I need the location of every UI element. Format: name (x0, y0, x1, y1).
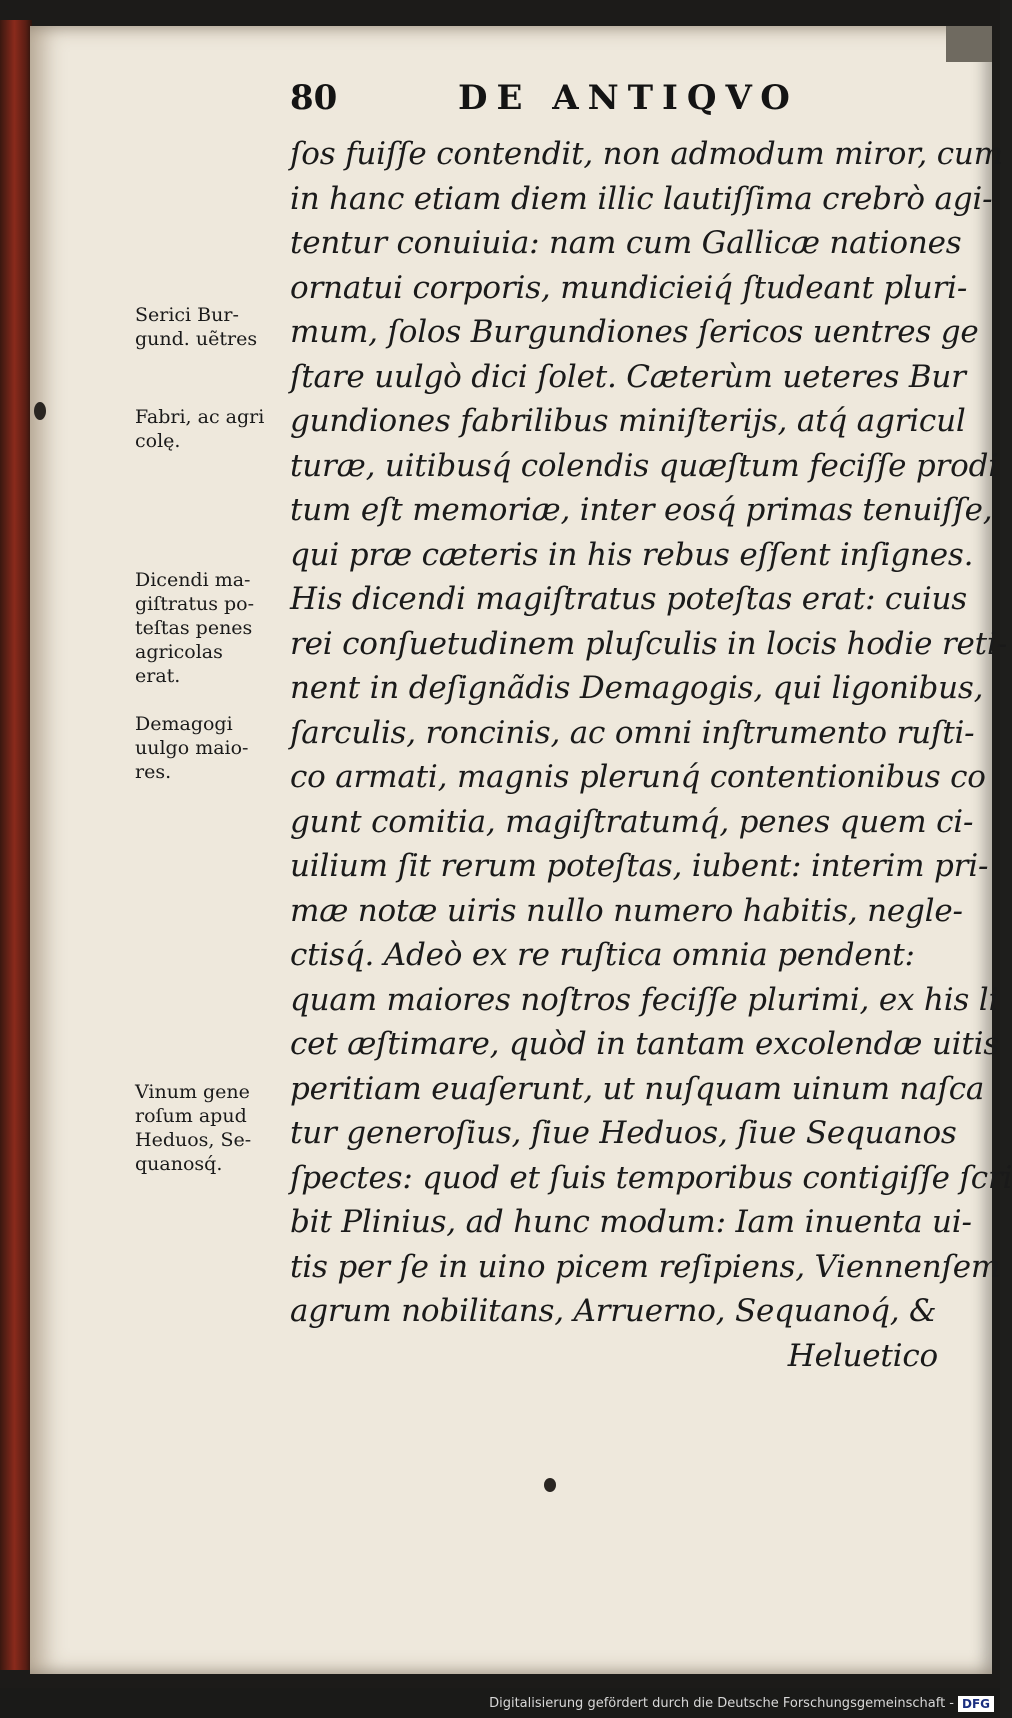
footer-bar (0, 1688, 1000, 1718)
text-line: ſpectes: quod et ſuis temporibus contigiſſe ſcri (290, 1159, 1012, 1196)
text-line: gunt comitia, magiſtratumq́, penes quem ci- (290, 803, 974, 840)
text-line: ornatui corporis, mundicieiq́ ſtudeant pluri- (290, 269, 968, 306)
page-number: 80 (290, 78, 338, 118)
dfg-logo-icon: DFG (958, 1696, 994, 1712)
text-line: ctisq́. Adeò ex re ruſtica omnia pendent: (290, 937, 915, 973)
margin-note: Fabri, ac agri colę. (135, 406, 265, 452)
text-line: rei conſuetudinem pluſculis in locis hodie reti- (290, 625, 1007, 662)
text-line: uilium ſit rerum poteſtas, iubent: interim pri- (290, 848, 989, 884)
running-title: DE ANTIQVO (458, 78, 799, 118)
text-line: tur generoſius, ſiue Heduos, ſiue Sequanos (290, 1115, 957, 1151)
text-line: tentur conuiuia: nam cum Gallicæ nationes (290, 225, 962, 261)
page-corner (946, 26, 992, 62)
margin-note: Dicendi ma- giſtratus po- teſtas penes agricolas erat. (135, 569, 255, 687)
text-line: in hanc etiam diem illic lautiſſima crebrò agi- (290, 180, 993, 217)
text-line: qui præ cæteris in his rebus eſſent inſignes. (290, 536, 974, 573)
text-line: tis per ſe in uino picem reſipiens, Viennenſem (290, 1248, 1001, 1285)
body-text (290, 132, 1012, 1378)
text-line: mæ notæ uiris nullo numero habitis, negle- (290, 892, 963, 929)
text-line: tum eſt memoriæ, inter eosq́ primas tenuiſſe, (290, 492, 993, 528)
text-line: ſarculis, roncinis, ac omni inſtrumento ruſti- (290, 714, 975, 751)
text-line: ſos fuiſſe contendit, non admodum miror, cum (290, 136, 1003, 172)
text-line: quam maiores noſtros feciſſe plurimi, ex his li (290, 981, 999, 1018)
margin-note: Serici Bur- gund. uẽtres (135, 304, 258, 350)
page-header (290, 78, 930, 134)
book-cover-edge (0, 20, 32, 1670)
text-line: co armati, magnis plerunq́ contentionibus co (290, 759, 986, 795)
text-line: agrum nobilitans, Arruerno, Sequanoq́, & (290, 1293, 937, 1329)
text-line: ſtare uulgò dici ſolet. Cæterùm ueteres Bur (290, 358, 966, 395)
text-line: gundiones fabrilibus miniſterijs, atq́ agricul (290, 403, 966, 439)
funding-credit: Digitalisierung gefördert durch die Deutsche Forschungsgemeinschaft - (489, 1696, 954, 1711)
margin-note: Demagogi uulgo maio- res. (135, 713, 249, 783)
text-line: turæ, uitibusq́ colendis quæſtum feciſſe prodi (290, 447, 998, 484)
margin-note: Vinum gene roſum apud Heduos, Se- quanosq́. (135, 1081, 252, 1175)
ink-spot (34, 402, 46, 420)
text-line: nent in deſignãdis Demagogis, qui ligonibus, (290, 670, 984, 706)
text-line: mum, ſolos Burgundiones ſericos uentres ge (290, 314, 979, 350)
ink-spot (544, 1478, 556, 1492)
text-line: Heluetico (787, 1337, 938, 1374)
text-line: His dicendi magiſtratus poteſtas erat: cuius (290, 581, 968, 617)
text-line: peritiam euaſerunt, ut nuſquam uinum naſca (290, 1070, 985, 1107)
text-line: bit Plinius, ad hunc modum: Iam inuenta ui- (290, 1204, 972, 1240)
text-line: cet æſtimare, quòd in tantam excolendæ uitis (290, 1026, 1000, 1062)
